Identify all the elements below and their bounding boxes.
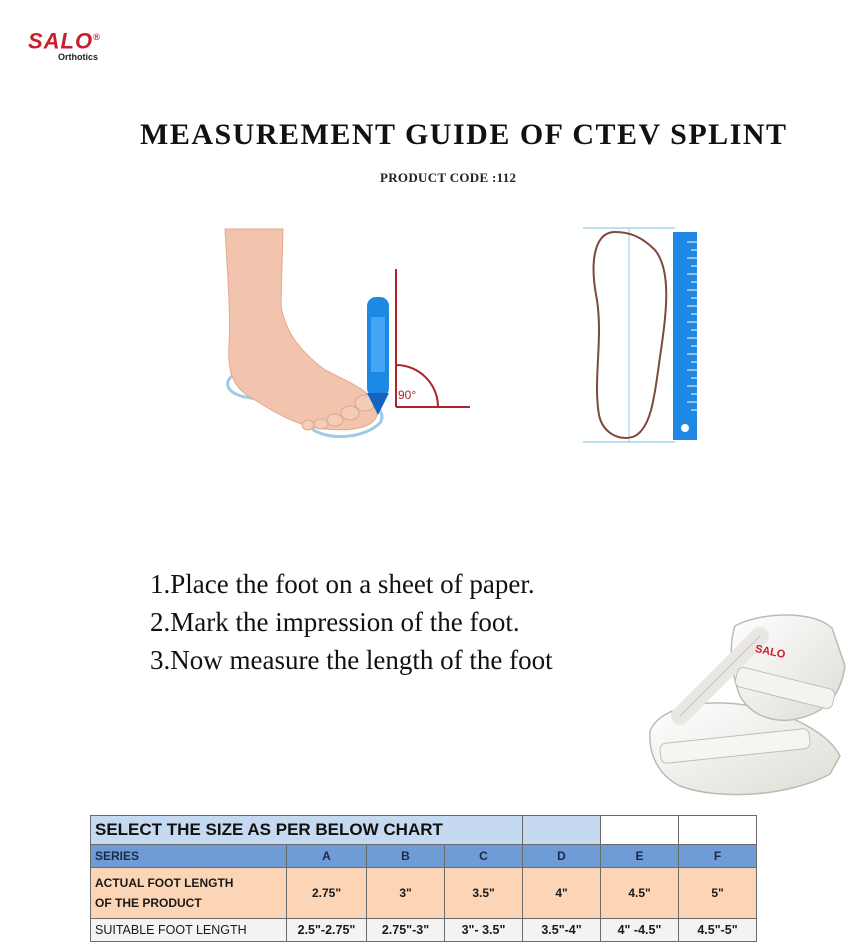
actual-length-cell: 3.5" <box>445 868 523 919</box>
series-row <box>91 845 757 868</box>
actual-length-cell: 4" <box>523 868 601 919</box>
right-angle-marker <box>396 269 470 407</box>
product-code: PRODUCT CODE :112 <box>380 170 517 185</box>
step-3: 3.Now measure the length of the foot <box>150 645 553 675</box>
brand-logo <box>28 26 138 66</box>
series-label: SERIES <box>91 845 287 868</box>
size-chart <box>90 815 757 942</box>
foot-tracing-illustration <box>215 225 480 445</box>
size-chart-header-row <box>91 816 757 845</box>
splint-brand-label: SALO <box>753 643 787 662</box>
actual-length-label: ACTUAL FOOT LENGTH OF THE PRODUCT <box>91 868 287 919</box>
step-2: 2.Mark the impression of the foot. <box>150 607 520 637</box>
series-cell: D <box>523 845 601 868</box>
size-chart-title: SELECT THE SIZE AS PER BELOW CHART <box>91 816 523 845</box>
series-cell: A <box>287 845 367 868</box>
actual-length-cell: 2.75" <box>287 868 367 919</box>
actual-length-cell: 3" <box>367 868 445 919</box>
suitable-length-row <box>91 919 757 942</box>
logo-registered-mark: ® <box>93 32 101 42</box>
actual-length-row <box>91 868 757 919</box>
series-cell: F <box>679 845 757 868</box>
foot-outline-ruler-illustration <box>575 220 705 450</box>
suitable-length-cell: 3"- 3.5" <box>445 919 523 942</box>
logo-subtitle: Orthotics <box>58 52 99 63</box>
suitable-length-label: SUITABLE FOOT LENGTH <box>91 919 287 942</box>
ctev-splint-product-image <box>640 596 850 801</box>
series-cell: C <box>445 845 523 868</box>
suitable-length-cell: 4.5"-5" <box>679 919 757 942</box>
foot-outline-trace <box>594 232 667 438</box>
step-1: 1.Place the foot on a sheet of paper. <box>150 569 535 599</box>
page-title: MEASUREMENT GUIDE OF CTEV SPLINT <box>140 118 788 151</box>
logo-brand-text: SALO <box>28 28 94 54</box>
measurement-steps <box>150 565 553 679</box>
actual-length-cell: 4.5" <box>601 868 679 919</box>
actual-length-cell: 5" <box>679 868 757 919</box>
suitable-length-cell: 2.5"-2.75" <box>287 919 367 942</box>
angle-label: 90° <box>398 388 417 402</box>
suitable-length-cell: 2.75"-3" <box>367 919 445 942</box>
foot-icon <box>225 229 377 430</box>
series-cell: B <box>367 845 445 868</box>
suitable-length-cell: 4" -4.5" <box>601 919 679 942</box>
suitable-length-cell: 3.5"-4" <box>523 919 601 942</box>
series-cell: E <box>601 845 679 868</box>
ruler-icon <box>673 232 697 440</box>
pencil-icon <box>367 297 389 415</box>
